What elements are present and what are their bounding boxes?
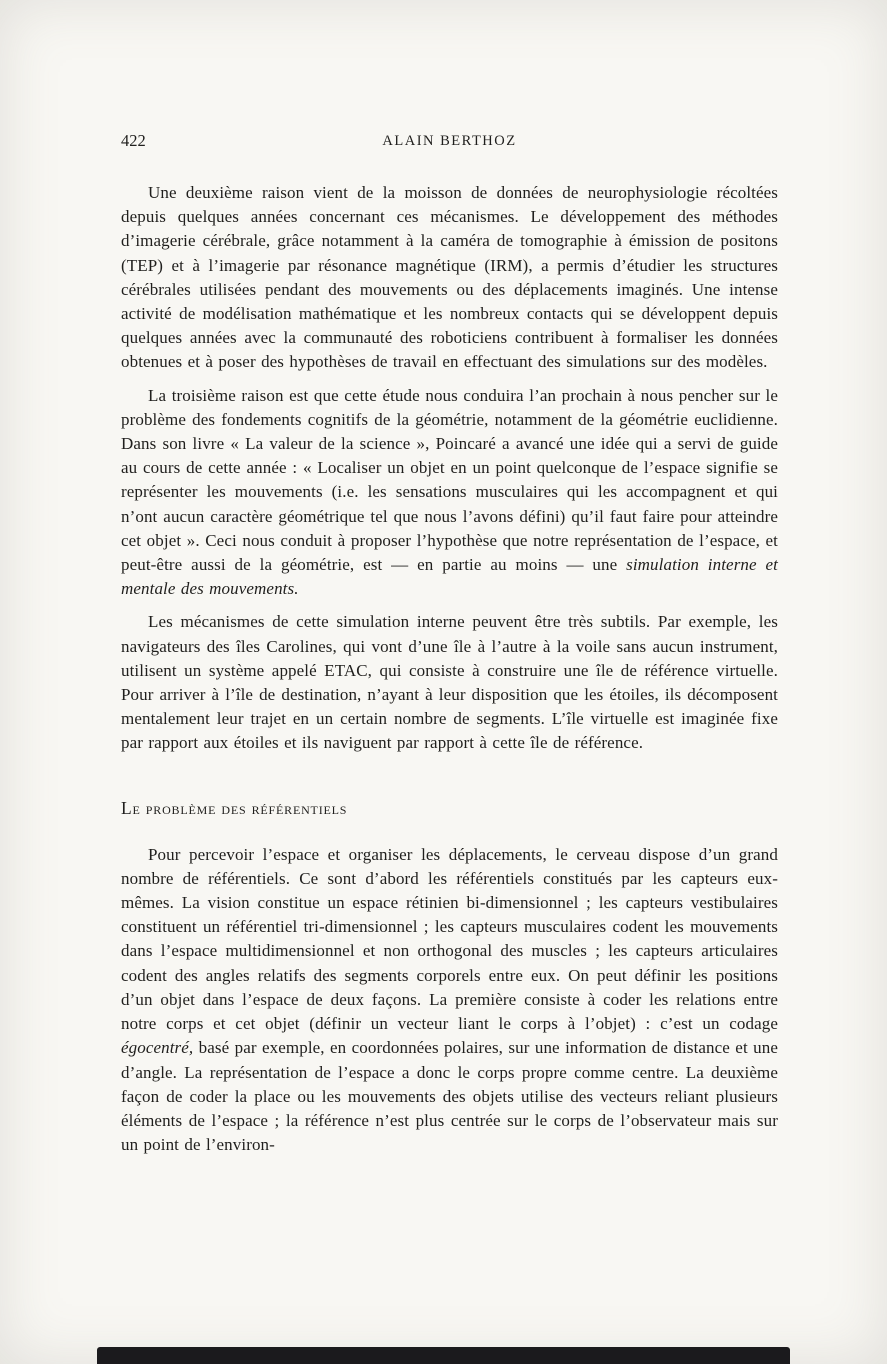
running-title: ALAIN BERTHOZ <box>382 133 517 149</box>
paragraph-3: Les mécanismes de cette simulation interne peuvent être très subtils. Par exemple, les navigateurs des îles Carolines, qui vont d’une île à l’autre à la voile sans aucun instrument, utilisent un système appelé ETAC, qui consiste à construire une île de référence virtuelle. Pour arriver à l’île de destination, n’ayant à leur disposition que les étoiles, ils décomposent mentalement leur trajet en un certain nombre de segments. L’île virtuelle est imaginée fixe par rapport aux étoiles et ils naviguent par rapport à cette île de référence. <box>121 612 778 753</box>
body-text <box>121 181 778 1157</box>
paragraph-1: Une deuxième raison vient de la moisson de données de neurophysiologie récoltées depuis quelques années concernant ces mécanismes. Le développement des méthodes d’imagerie cérébrale, grâce notamment à la caméra de tomographie à émission de positons (TEP) et à l’imagerie par résonance magnétique (IRM), a permis d’étudier les structures cérébrales utilisées pendant des mouvements ou des déplacements imaginés. Une intense activité de modélisation mathématique et les nombreux contacts qui se développent depuis quelques années avec la communauté des roboticiens contribuent à formaliser les données obtenues et à poser des hypothèses de travail en effectuant des simulations sur des modèles. <box>121 183 778 372</box>
paragraph-4: Pour percevoir l’espace et organiser les déplacements, le cerveau dispose d’un grand nombre de référentiels. Ce sont d’abord les référentiels constitués par les capteurs eux-mêmes. La vision constitue un espace rétinien bi-dimensionnel ; les capteurs vestibulaires constituent un référentiel tri-dimensionnel ; les capteurs musculaires codent les mouvements dans l’espace multidimensionnel et non orthogonal des muscles ; les capteurs articulaires codent des angles relatifs des segments corporels entre eux. On peut définir les positions d’un objet dans l’espace de deux façons. La première consiste à coder les relations entre notre corps et cet objet (définir un vecteur liant le corps à l’objet) : c’est un codage égocentré, basé par exemple, en coordonnées polaires, sur une information de distance et une d’angle. La représentation de l’espace a donc le corps propre comme centre. La deuxième façon de coder la place ou les mouvements des objets utilise des vecteurs reliant plusieurs éléments de l’espace ; la référence n’est plus centrée sur le corps de l’observateur mais sur un point de l’environ- <box>121 844 778 1155</box>
scan-artifact-bar <box>97 1347 790 1364</box>
page-header <box>121 131 778 153</box>
section-heading: Le problème des référentiels <box>121 797 348 818</box>
page-content <box>121 131 778 1157</box>
page-number: 422 <box>121 131 146 150</box>
paragraph-2: La troisième raison est que cette étude nous conduira l’an prochain à nous pencher sur le problème des fondements cognitifs de la géométrie, notamment de la géométrie euclidienne. Dans son livre « La valeur de la science », Poincaré a avancé une idée qui a servi de guide au cours de cette année : « Localiser un objet en un point quelconque de l’espace signifie se représenter les mouvements (i.e. les sensations musculaires qui les accompagnent et qui n’ont aucun caractère géométrique tel que nous l’avons défini) qu’il faut faire pour atteindre cet objet ». Ceci nous conduit à proposer l’hypothèse que notre représentation de l’espace, et peut-être aussi de la géométrie, est — en partie au moins — une simulation interne et mentale des mouvements. <box>121 385 778 599</box>
